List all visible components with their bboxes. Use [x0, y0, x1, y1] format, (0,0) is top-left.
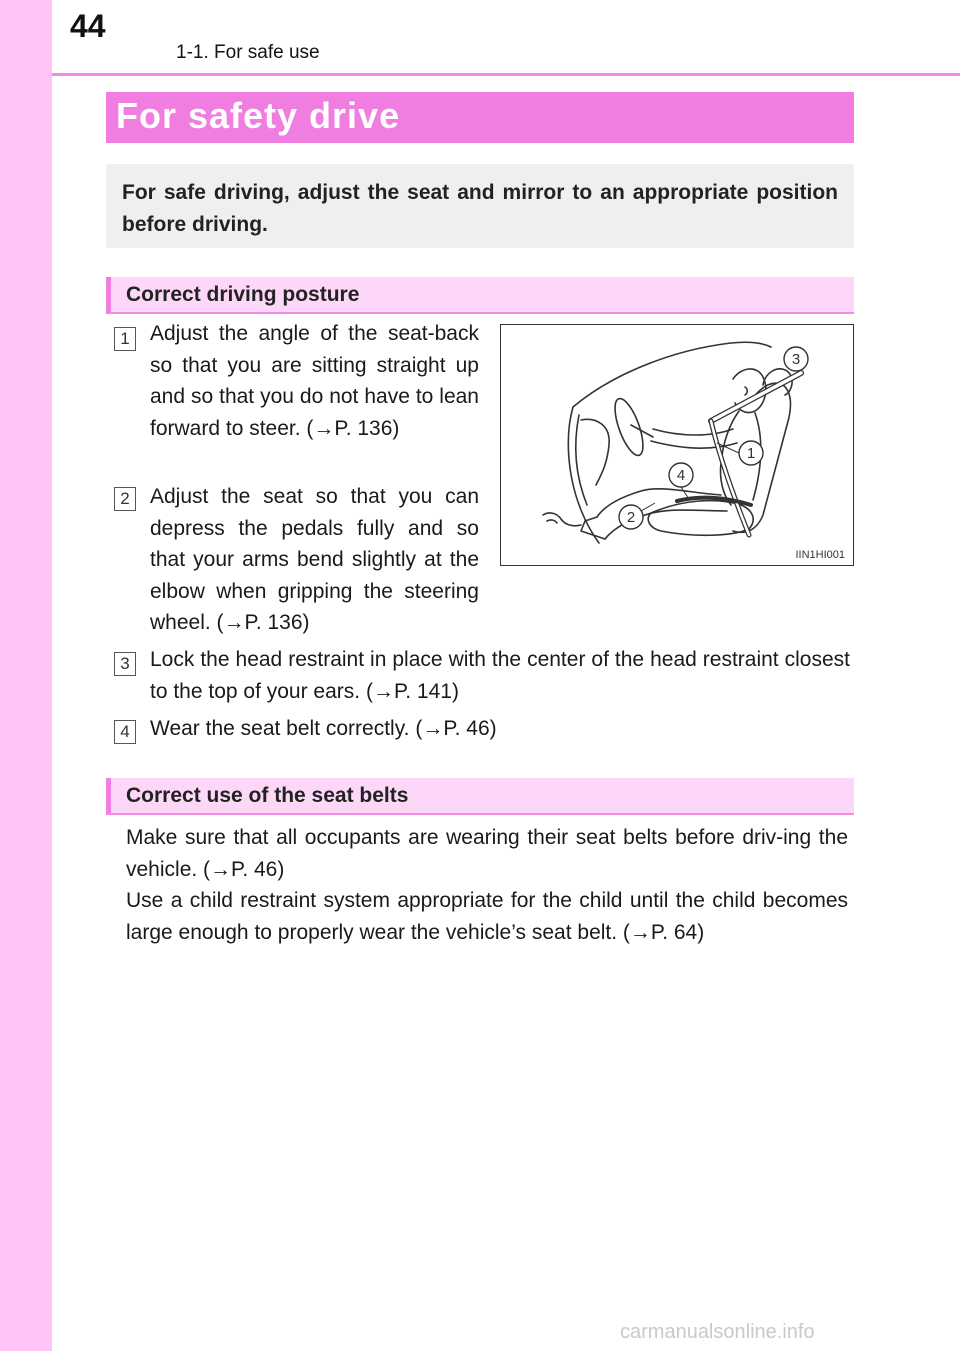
figure-callout-1: 1 — [746, 445, 756, 462]
intro-box — [106, 164, 854, 248]
figure-callout-3: 3 — [791, 351, 801, 368]
running-header: 1-1. For safe use — [176, 42, 320, 63]
figure-code: IIN1HI001 — [795, 549, 845, 561]
section-heading-text: Correct driving posture — [126, 283, 360, 306]
section-heading-posture — [106, 277, 854, 314]
seat-belt-paragraph-1: Make sure that all occupants are wearing their seat belts before driv-ing the vehicle. (→P. 46) — [126, 826, 848, 881]
page-title-bar — [106, 92, 854, 143]
item-number-3: 3 — [114, 652, 136, 676]
intro-text: For safe driving, adjust the seat and mirror to an appropriate position before driving. — [122, 181, 838, 236]
driver-seat-illustration — [501, 325, 852, 564]
seat-belt-paragraph-2: Use a child restraint system appropriate for the child until the child becomes large enough to properly wear the vehicle’s seat belt. (→P. 64) — [126, 889, 848, 944]
item-number-1: 1 — [114, 327, 136, 351]
figure-callout-4: 4 — [676, 467, 686, 484]
driving-posture-figure — [500, 324, 854, 566]
watermark: carmanualsonline.info — [620, 1321, 815, 1343]
posture-item-3: Lock the head restraint in place with the center of the head restraint closest to the top of your ears. (→P. 141) — [150, 648, 850, 703]
item-number-4: 4 — [114, 720, 136, 744]
page-title: For safety drive — [116, 95, 401, 136]
posture-item-4: Wear the seat belt correctly. (→P. 46) — [150, 717, 497, 740]
item-number-2: 2 — [114, 487, 136, 511]
side-tab-strip — [0, 0, 52, 1351]
posture-item-1: Adjust the angle of the seat-back so that you are sitting straight up and so that you do not have to lean forward to steer. (→P. 136) — [150, 322, 479, 440]
posture-item-2: Adjust the seat so that you can depress the pedals fully and so that your arms bend slightly at the elbow when gripping the steering wheel. (→P. 136) — [150, 485, 479, 634]
page-number: 44 — [70, 8, 106, 44]
section-heading-text: Correct use of the seat belts — [126, 784, 409, 807]
section-heading-seat-belts — [106, 778, 854, 815]
header-rule — [52, 73, 960, 76]
figure-callout-2: 2 — [626, 509, 636, 526]
